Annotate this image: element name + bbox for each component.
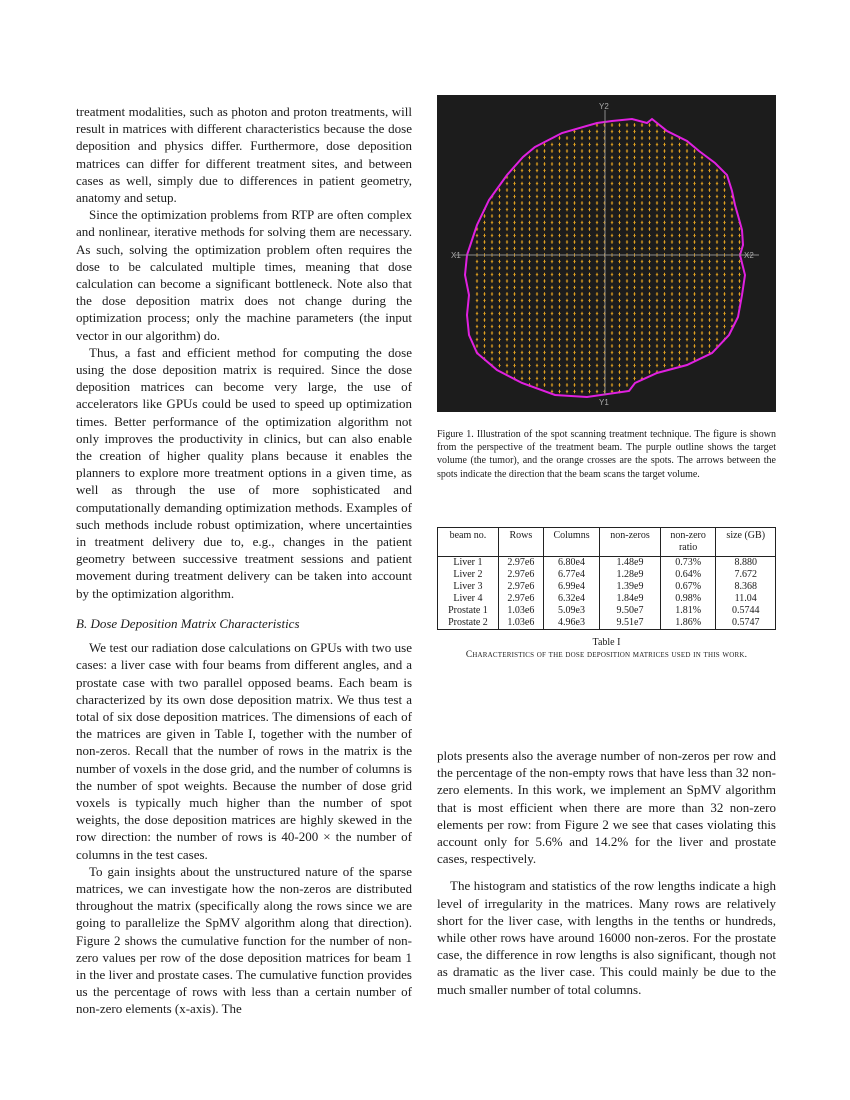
- table-cell: 1.03e6: [498, 605, 543, 617]
- figure-1: [437, 95, 776, 412]
- table-header-cell: [498, 528, 543, 557]
- table-cell: 1.03e6: [498, 617, 543, 630]
- table-cell: 0.5744: [716, 605, 776, 617]
- table-header-row: [438, 528, 776, 557]
- paragraph: To gain insights about the unstructured nature of the sparse matrices, we can investigate how the non-zeros are distributed throughout the matrix (specifically along the rows since we are going to parallelize the SpMV algorithm along that direction). Figure 2 shows the cumulative function for the number of non-zero values per row of the dose deposition matrices for beam 1 in the liver and prostate cases. The cumulative function provides us the percentage of rows with less than a certain number of non-zero elements (x-axis). The: [76, 863, 412, 1017]
- table-cell: Liver 3: [438, 581, 499, 593]
- table-row: [438, 557, 776, 570]
- table-cell: 1.86%: [660, 617, 716, 630]
- table-cell: Liver 4: [438, 593, 499, 605]
- table-cell: 8.880: [716, 557, 776, 570]
- paragraph: Thus, a fast and efficient method for computing the dose using the dose deposition matrix is required. Since the dose deposition matrices can become very large, the use of accelerators like GPUs could be used to speed up optimization times. Better performance of the optimization algorithm not only improves the productivity in clinics, but can also enable the creation of higher quality plans because it enables the planners to explore more treatment options in a given time, as well as through the use of more sophisticated and computationally demanding optimization methods. Examples of such methods include robust optimization, where uncertainties in treatment delivery due to, e.g., changes in the patient geometry between successive treatment sessions and patient movement during treatment delivery can be taken into account by the optimization algorithm.: [76, 344, 412, 601]
- table-cell: 6.32e4: [543, 593, 599, 605]
- table-row: [438, 581, 776, 593]
- table-cell: 1.39e9: [600, 581, 661, 593]
- table-header-cell: [660, 528, 716, 557]
- table-cell: 0.64%: [660, 569, 716, 581]
- table-cell: 4.96e3: [543, 617, 599, 630]
- axis-label-right: X2: [744, 251, 754, 260]
- header-line: ratio: [678, 542, 698, 553]
- table-cell: 6.99e4: [543, 581, 599, 593]
- table-cell: Liver 2: [438, 569, 499, 581]
- table-header-cell: [600, 528, 661, 557]
- header-line: non-zero: [670, 530, 706, 541]
- left-column: [76, 103, 412, 1018]
- table-cell: Prostate 1: [438, 605, 499, 617]
- header-line: Rows: [509, 530, 533, 541]
- table-cell: Liver 1: [438, 557, 499, 570]
- table-1: [437, 527, 776, 630]
- header-line: non-zeros: [610, 530, 650, 541]
- header-line: Columns: [553, 530, 590, 541]
- spot-grid: [476, 123, 741, 393]
- table-cell: 9.50e7: [600, 605, 661, 617]
- table-cell: 0.73%: [660, 557, 716, 570]
- table-cell: 2.97e6: [498, 581, 543, 593]
- table-cell: 6.80e4: [543, 557, 599, 570]
- table-cell: 5.09e3: [543, 605, 599, 617]
- paragraph: treatment modalities, such as photon and proton treatments, will result in matrices with different characteristics because the dose deposition and physics differ. Furthermore, dose deposition matrices can differ for different treatment sites, and between cases as well, simply due to differences in patient geometry, anatomy and setup.: [76, 104, 412, 206]
- paragraph: The histogram and statistics of the row lengths indicate a high level of irregularity in the matrices. Many rows are relatively short for the liver case, with lengths in the tenths or hundreds, while other rows have around 16000 non-zeros. For the prostate case, the difference in row lengths is also significant, though not as dramatic as the liver case. This could mainly be due to the much smaller number of total columns.: [437, 878, 776, 997]
- right-column-text: [437, 747, 776, 998]
- table-row: [438, 569, 776, 581]
- table-caption: Characteristics of the dose deposition matrices used in this work.: [465, 650, 748, 660]
- paragraph: We test our radiation dose calculations on GPUs with two use cases: a liver case with four beams from different angles, and a prostate case with two parallel opposed beams. Each beam is characterized by its own dose deposition matrix. We thus test a total of six dose deposition matrices. The dimensions of each of the matrices are given in Table I, together with the number of non-zeros. Recall that the number of rows in the matrix is the number of voxels in the dose grid, and the number of columns is the number of spot weights. Because the number of dose grid voxels is typically much higher than the number of spot weights, the dose deposition matrices are highly skewed in the row direction: the number of rows is 40-200 × the number of columns in the test cases.: [76, 640, 412, 862]
- axis-label-left: X1: [451, 251, 461, 260]
- table-header-cell: [438, 528, 499, 557]
- table-row: [438, 617, 776, 630]
- table-header-cell: [716, 528, 776, 557]
- paragraph: plots presents also the average number of non-zeros per row and the percentage of the non-empty rows that have less than 32 non-zero elements. In this work, we implement an SpMV algorithm that is most efficient when there are more than 32 non-zero elements per row: from Figure 2 we see that cases violating this account only for 5.6% and 14.2% for the liver and prostate cases, respectively.: [437, 748, 776, 867]
- table-cell: 7.672: [716, 569, 776, 581]
- table-row: [438, 593, 776, 605]
- table-title: Table I: [592, 637, 621, 648]
- table-cell: 1.48e9: [600, 557, 661, 570]
- table-cell: 2.97e6: [498, 557, 543, 570]
- table-cell: 11.04: [716, 593, 776, 605]
- table-cell: 9.51e7: [600, 617, 661, 630]
- table-cell: 0.67%: [660, 581, 716, 593]
- table-cell: 1.84e9: [600, 593, 661, 605]
- table-cell: 2.97e6: [498, 593, 543, 605]
- table-cell: 1.28e9: [600, 569, 661, 581]
- header-line: beam no.: [449, 530, 487, 541]
- axis-label-bottom: Y1: [599, 398, 609, 407]
- table-body: [438, 557, 776, 630]
- table-cell: 8.368: [716, 581, 776, 593]
- table-header-cell: [543, 528, 599, 557]
- axis-label-top: Y2: [599, 102, 609, 111]
- table-cell: 0.5747: [716, 617, 776, 630]
- matrix-characteristics-table: [437, 527, 776, 630]
- table-cell: 6.77e4: [543, 569, 599, 581]
- spot-scanning-illustration: [437, 95, 776, 412]
- table-cell: 2.97e6: [498, 569, 543, 581]
- table-cell: 0.98%: [660, 593, 716, 605]
- figure-caption: Figure 1. Illustration of the spot scanning treatment technique. The figure is shown from the perspective of the treatment beam. The purple outline shows the target volume (the tumor), and the orange crosses are the spots. The arrows between the spots indicate the direction that the beam scans the target volume.: [437, 429, 776, 480]
- header-line: size (GB): [726, 530, 766, 541]
- paragraph: Since the optimization problems from RTP are often complex and nonlinear, iterative methods for solving them are necessary. As such, solving the optimization problem often requires the dose to be calculated multiple times, meaning that dose calculation can become a significant bottleneck. Note also that the dose deposition matrix does not change during the optimization process; only the machine parameters (the input vector in our algorithm) do.: [76, 207, 412, 343]
- subsection-heading: B. Dose Deposition Matrix Characteristics: [76, 615, 300, 631]
- table-row: [438, 605, 776, 617]
- table-cell: 1.81%: [660, 605, 716, 617]
- table-cell: Prostate 2: [438, 617, 499, 630]
